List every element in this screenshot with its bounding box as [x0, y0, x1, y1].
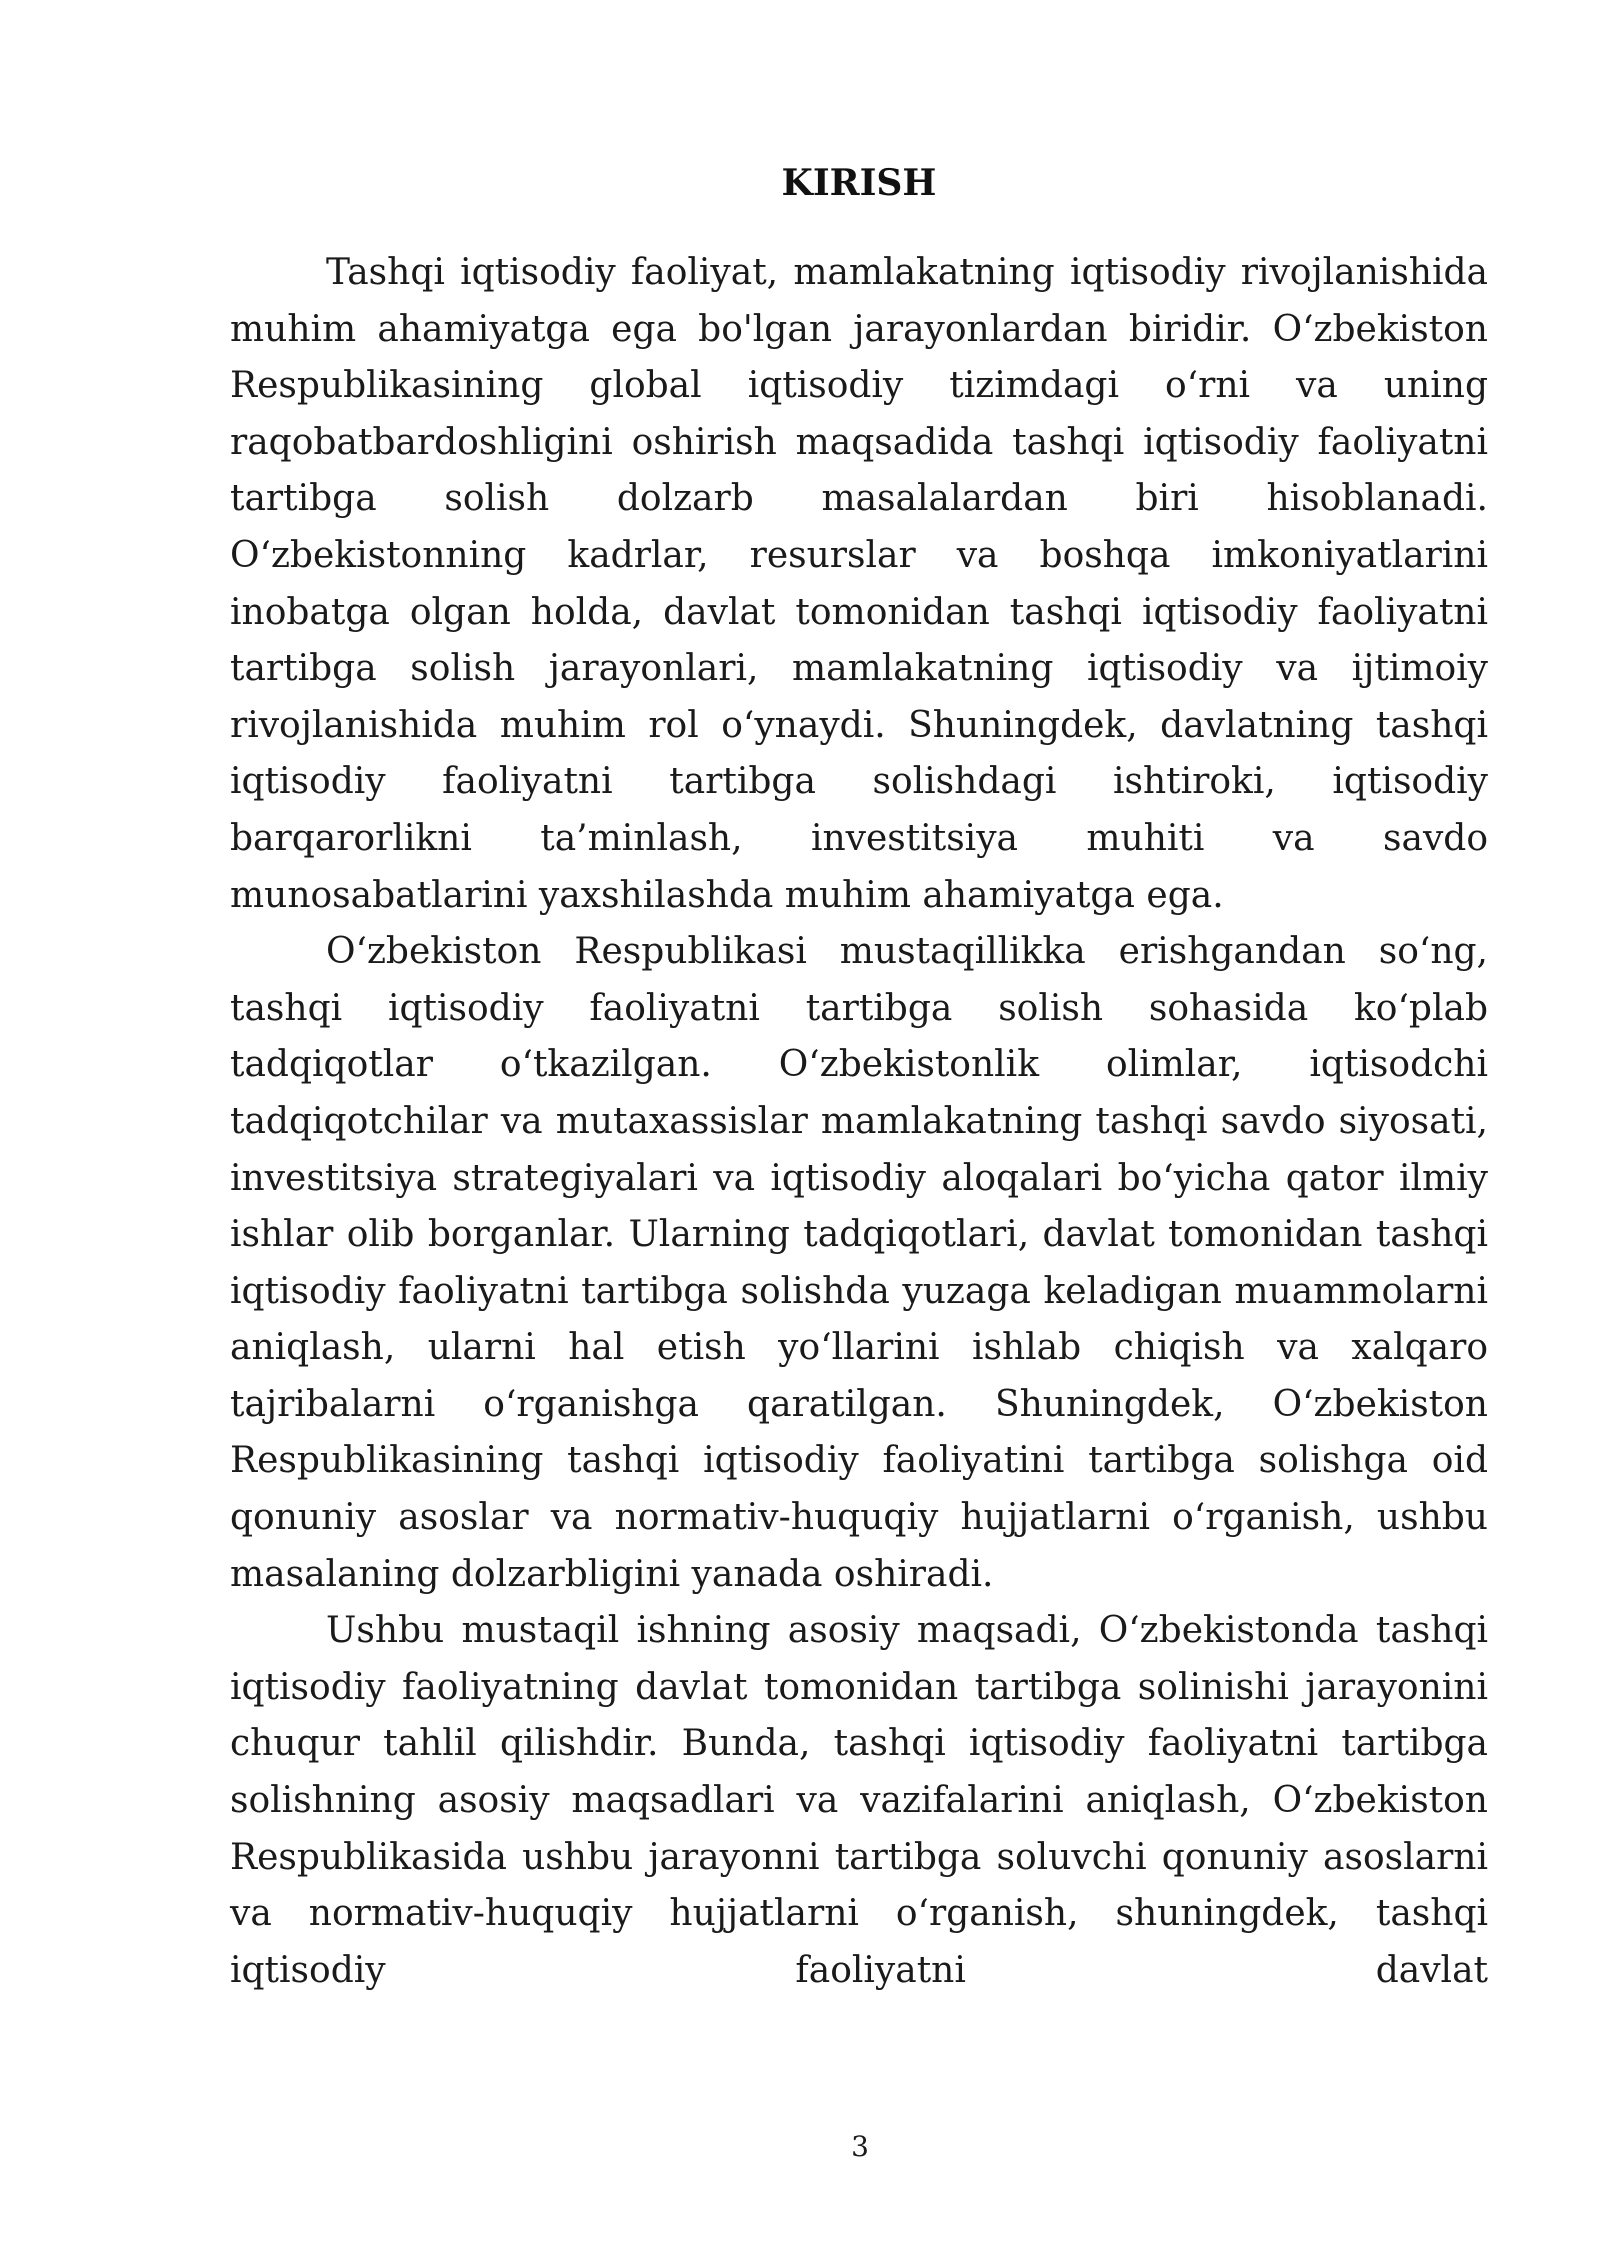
section-heading: KIRISH [781, 162, 937, 204]
paragraph-3: Ushbu mustaqil ishning asosiy maqsadi, O‘zbekistonda tashqi iqtisodiy faoliyatning davlat tomonidan tartibga solinishi jarayonini chuqur tahlil qilishdir. Bunda, tashqi iqtisodiy faoliyatni tartibga solishning asosiy maqsadlari va vazifalarini aniqlash, O‘zbekiston Respublikasida ushbu jarayonni tartibga soluvchi qonuniy asoslarni va normativ-huquqiy hujjatlarni o‘rganish, shuningdek, tashqi iqtisodiy faoliyatni davlat [230, 1610, 1488, 1991]
paragraph-1: Tashqi iqtisodiy faoliyat, mamlakatning iqtisodiy rivojlanishida muhim ahamiyatga ega bo'lgan jarayonlardan biridir. O‘zbekiston Respublikasining global iqtisodiy tizimdagi o‘rni va uning raqobatbardoshligini oshirish maqsadida tashqi iqtisodiy faoliyatni tartibga solish dolzarb masalalardan biri hisoblanadi. O‘zbekistonning kadrlar, resurslar va boshqa imkoniyatlarini inobatga olgan holda, davlat tomonidan tashqi iqtisodiy faoliyatni tartibga solish jarayonlari, mamlakatning iqtisodiy va ijtimoiy rivojlanishida muhim rol o‘ynaydi. Shuningdek, davlatning tashqi iqtisodiy faoliyatni tartibga solishdagi ishtiroki, iqtisodiy barqarorlikni ta’minlash, investitsiya muhiti va savdo munosabatlarini yaxshilashda muhim ahamiyatga ega. [230, 252, 1488, 916]
page-body [230, 155, 1488, 1999]
page-number: 3 [851, 2130, 869, 2163]
paragraph-2: O‘zbekiston Respublikasi mustaqillikka erishgandan so‘ng, tashqi iqtisodiy faoliyatni tartibga solish sohasida ko‘plab tadqiqotlar o‘tkazilgan. O‘zbekistonlik olimlar, iqtisodchi tadqiqotchilar va mutaxassislar mamlakatning tashqi savdo siyosati, investitsiya strategiyalari va iqtisodiy aloqalari bo‘yicha qator ilmiy ishlar olib borganlar. Ularning tadqiqotlari, davlat tomonidan tashqi iqtisodiy faoliyatni tartibga solishda yuzaga keladigan muammolarni aniqlash, ularni hal etish yo‘llarini ishlab chiqish va xalqaro tajribalarni o‘rganishga qaratilgan. Shuningdek, O‘zbekiston Respublikasining tashqi iqtisodiy faoliyatini tartibga solishga oid qonuniy asoslar va normativ-huquqiy hujjatlarni o‘rganish, ushbu masalaning dolzarbligini yanada oshiradi. [230, 931, 1488, 1595]
